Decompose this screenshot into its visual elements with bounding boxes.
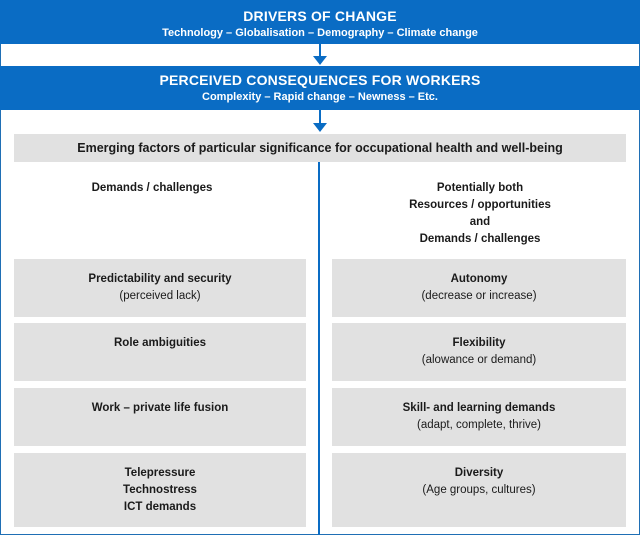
arrow-down-icon (310, 44, 330, 66)
cell-note: (alowance or demand) (421, 354, 537, 366)
cell-label: Autonomy (450, 273, 508, 285)
drivers-of-change-banner (0, 0, 640, 44)
cell-label: Predictability and security (88, 273, 232, 285)
drivers-title: DRIVERS OF CHANGE (243, 8, 397, 24)
right-heading-line: Demands / challenges (419, 233, 541, 245)
cell-label: Role ambiguities (113, 337, 207, 349)
right-column-heading (332, 180, 628, 248)
perceived-consequences-banner (0, 66, 640, 110)
right-heading-line: and (469, 216, 491, 228)
cell-note: (decrease or increase) (421, 290, 537, 302)
cell-label: Telepressure (124, 467, 196, 479)
cell-label: Flexibility (452, 337, 506, 349)
left-cell-role-ambiguities (14, 323, 306, 381)
left-cell-work-private-fusion (14, 388, 306, 446)
cell-note: (adapt, complete, thrive) (416, 419, 541, 431)
cell-note: (perceived lack) (119, 290, 201, 302)
emerging-factors-heading: Emerging factors of particular significance for occupational health and well-being (14, 134, 626, 162)
cell-label: Technostress (123, 484, 197, 496)
consequences-title: PERCEIVED CONSEQUENCES FOR WORKERS (159, 72, 481, 88)
drivers-subtitle: Technology – Globalisation – Demography – Climate change (162, 27, 478, 39)
left-column-heading: Demands / challenges (91, 182, 213, 194)
right-heading-line: Resources / opportunities (409, 199, 551, 211)
left-cell-predictability (14, 259, 306, 317)
arrow-down-icon (310, 110, 330, 134)
cell-label: Skill- and learning demands (402, 402, 556, 414)
cell-note: (Age groups, cultures) (422, 484, 536, 496)
right-cell-flexibility (332, 323, 626, 381)
cell-label: Diversity (454, 467, 504, 479)
left-cell-telepressure (14, 453, 306, 527)
column-divider (318, 162, 320, 535)
cell-label: Work – private life fusion (91, 402, 229, 414)
consequences-subtitle: Complexity – Rapid change – Newness – Etc. (202, 91, 438, 103)
cell-label: ICT demands (123, 501, 197, 513)
right-cell-skill-learning (332, 388, 626, 446)
right-cell-autonomy (332, 259, 626, 317)
right-heading-line: Potentially both (436, 182, 524, 194)
right-cell-diversity (332, 453, 626, 527)
